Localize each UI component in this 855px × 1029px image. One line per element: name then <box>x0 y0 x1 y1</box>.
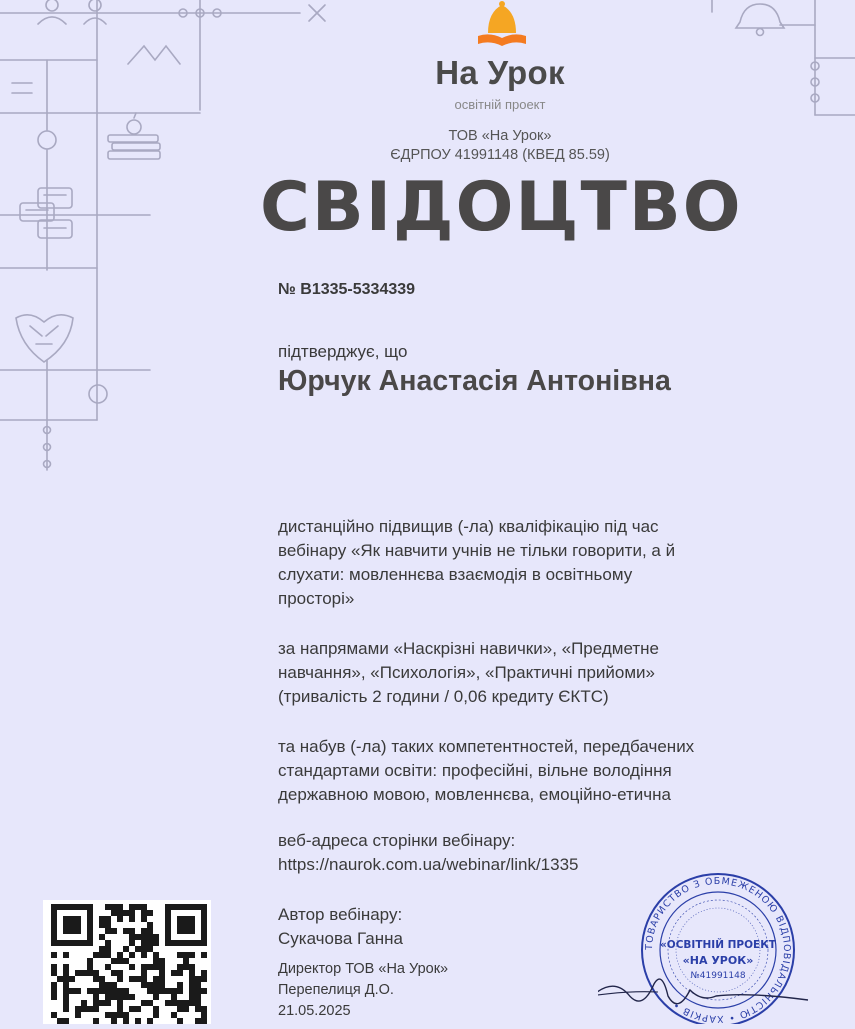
stamp-ring-text: ТОВАРИСТВО З ОБМЕЖЕНОЮ ВІДПОВІДАЛЬНІСТЮ • ХАРКІВ • <box>643 875 793 1024</box>
recipient-name: Юрчук Анастасія Антонівна <box>278 365 671 397</box>
logo-subtitle: освітній проект <box>454 97 546 112</box>
paragraph-line: державною мовою, мовленнєва, емоційно-етична <box>278 785 671 804</box>
organization-code: ЄДРПОУ 41991148 (КВЕД 85.59) <box>390 147 610 163</box>
logo-title: На Урок <box>435 54 565 91</box>
webinar-url-label: веб-адреса сторінки вебінару: <box>278 831 516 850</box>
paragraph-line: стандартами освіти: професійні, вільне володіння <box>278 761 672 780</box>
qr-code <box>43 900 211 1024</box>
qr-code-image <box>43 900 211 1024</box>
stamp-center-line1: «ОСВІТНІЙ ПРОЕКТ <box>660 939 776 951</box>
paragraph-line: слухати: мовленнєва взаємодія в освітньому <box>278 565 633 584</box>
director-title: Директор ТОВ «На Урок» <box>278 961 449 977</box>
webinar-url-link[interactable]: https://naurok.com.ua/webinar/link/1335 <box>278 855 579 874</box>
paragraph-qualification <box>278 515 798 611</box>
author-label: Автор вебінару: <box>278 905 403 924</box>
paragraph-competencies <box>278 735 798 807</box>
paragraph-line: (тривалість 2 години / 0,06 кредиту ЄКТС) <box>278 687 609 706</box>
paragraph-line: вебінару «Як навчити учнів не тільки говорити, а й <box>278 541 676 560</box>
organization-name: ТОВ «На Урок» <box>448 128 552 144</box>
paragraph-line: та набув (-ла) таких компетентностей, передбачених <box>278 737 695 756</box>
author-name: Сукачова Ганна <box>278 929 403 948</box>
paragraph-directions <box>278 637 798 709</box>
certificate-number: № В1335-5334339 <box>278 281 416 298</box>
paragraph-line: дистанційно підвищив (-ла) кваліфікацію під час <box>278 517 659 536</box>
director-block <box>278 959 448 1022</box>
confirms-text: підтверджує, що <box>278 342 408 361</box>
paragraph-line: просторі» <box>278 589 355 608</box>
issue-date: 21.05.2025 <box>278 1003 351 1019</box>
stamp-center-code: №41991148 <box>690 971 746 981</box>
paragraph-line: навчання», «Психологія», «Практичні прийоми» <box>278 663 655 682</box>
bell-book-icon <box>474 0 530 50</box>
stamp-center-line2: «НА УРОК» <box>682 954 754 967</box>
certificate-title: СВІДОЦТВО <box>260 168 743 247</box>
director-name: Перепелиця Д.О. <box>278 982 394 998</box>
paragraph-line: за напрямами «Наскрізні навички», «Предметне <box>278 639 659 658</box>
official-stamp <box>598 872 818 1024</box>
paragraph-webinar-url <box>278 829 798 877</box>
